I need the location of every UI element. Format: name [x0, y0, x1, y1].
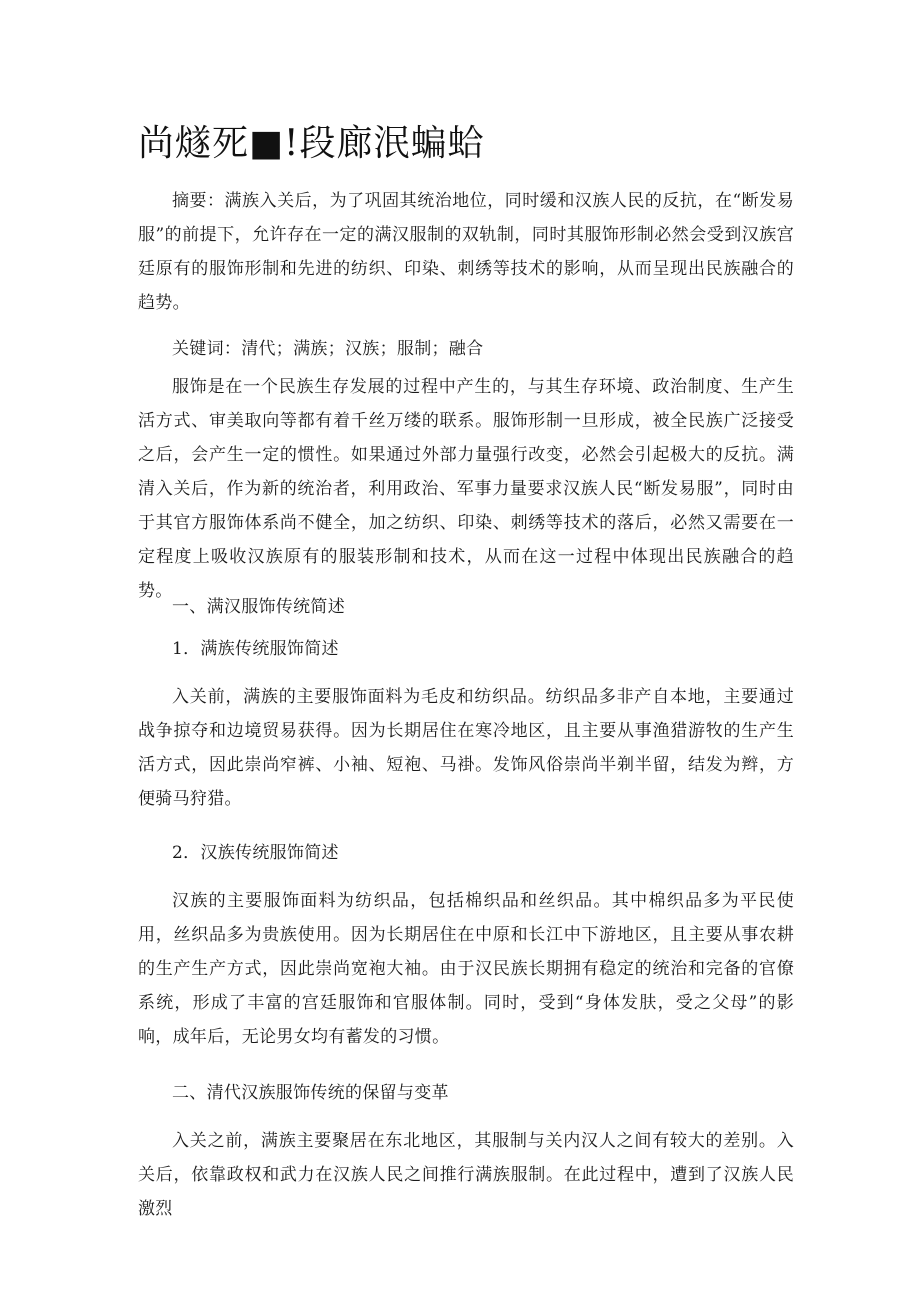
manchu-clothing-paragraph: 入关前，满族的主要服饰面料为毛皮和纺织品。纺织品多非产自本地，主要通过战争掠夺和边境贸易获得。因为长期居住在寒冷地区，且主要从事渔猎游牧的生产生活方式，因此崇尚窄裤、小袖、短袍、马褂。发饰风俗崇尚半剃半留，结发为辫，方便骑马狩猎。 [138, 687, 794, 809]
last-paragraph: 入关之前，满族主要聚居在东北地区，其服制与关内汉人之间有较大的差别。入关后，依靠政权和武力在汉族人民之间推行满族服制。在此过程中，遭到了汉族人民激烈 [138, 1131, 794, 1219]
subsection-heading-2: 2．汉族传统服饰简述 [172, 843, 339, 863]
keywords-line: 关键词：清代；满族；汉族；服制；融合 [172, 339, 484, 359]
subsection-heading-1: 1．满族传统服饰简述 [172, 639, 339, 659]
section-heading-1: 一、满汉服饰传统简述 [172, 597, 345, 617]
intro-paragraph: 服饰是在一个民族生存发展的过程中产生的，与其生存环境、政治制度、生产生活方式、审美取向等都有着千丝万缕的联系。服饰形制一旦形成，被全民族广泛接受之后，会产生一定的惯性。如果通过外部力量强行改变，必然会引起极大的反抗。满清入关后，作为新的统治者，利用政治、军事力量要求汉族人民“断发易服”，同时由于其官方服饰体系尚不健全，加之纺织、印染、刺绣等技术的落后，必然又需要在一定程度上吸收汉族原有的服装形制和技术，从而在这一过程中体现出民族融合的趋势。 [138, 377, 794, 601]
section-heading-2: 二、清代汉族服饰传统的保留与变革 [172, 1083, 449, 1103]
document-title: 尚燧死■!段廊泯蝙蛤 [138, 123, 485, 164]
han-clothing-paragraph: 汉族的主要服饰面料为纺织品，包括棉织品和丝织品。其中棉织品多为平民使用，丝织品多为贵族使用。因为长期居住在中原和长江中下游地区，且主要从事农耕的生产生产方式，因此崇尚宽袍大袖。由于汉民族长期拥有稳定的统治和完备的官僚系统，形成了丰富的宫廷服饰和官服体制。同时，受到“身体发肤，受之父母”的影响，成年后，无论男女均有蓄发的习惯。 [138, 891, 794, 1047]
abstract-paragraph: 摘要：满族入关后，为了巩固其统治地位，同时缓和汉族人民的反抗，在“断发易服”的前提下，允许存在一定的满汉服制的双轨制，同时其服饰形制必然会受到汉族宫廷原有的服饰形制和先进的纺织、印染、刺绣等技术的影响，从而呈现出民族融合的趋势。 [138, 191, 794, 313]
